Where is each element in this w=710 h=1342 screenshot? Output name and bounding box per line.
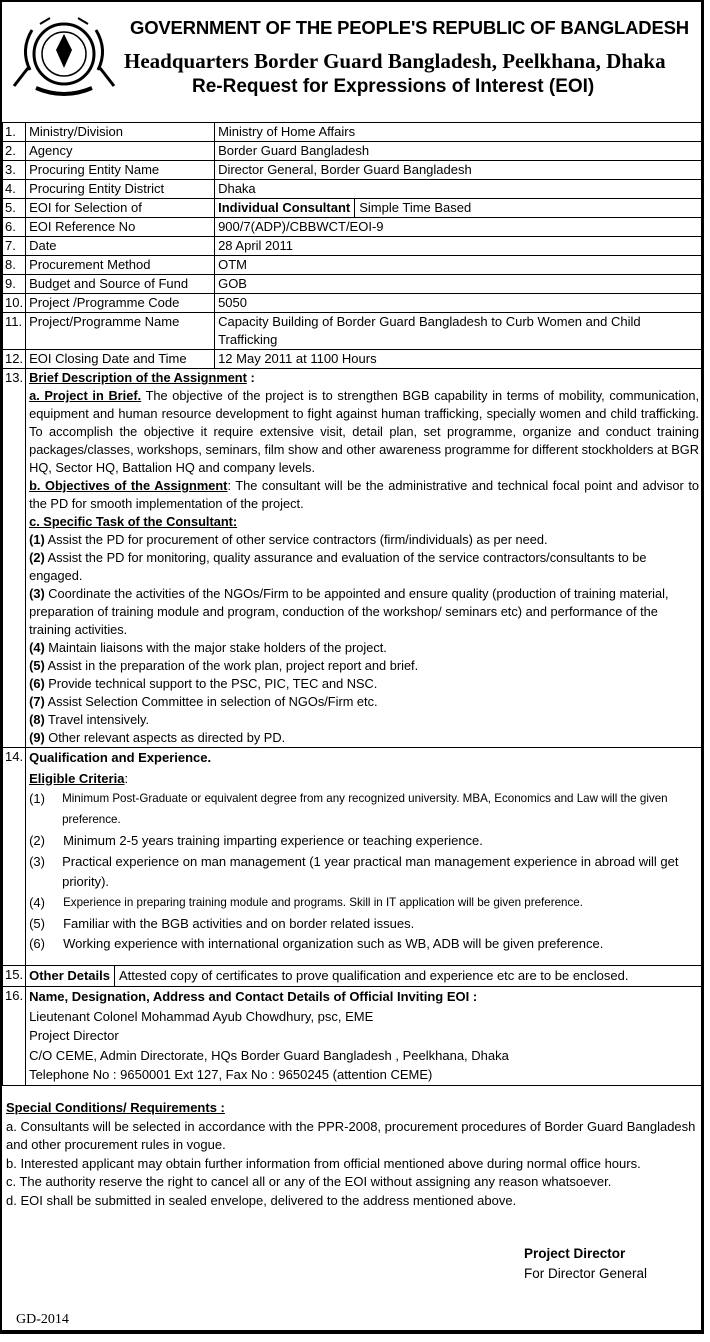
assignment-description: Brief Description of the Assignment : a. Project in Brief. The objective of the project is to strengthen BGB capability in terms of mobility, communication, equipment and human resource development to fight against human trafficking, specially women and child trafficking. To accomplish the objective it require extensive visit, detail plan, set programme, organize and conduct training packages/classes, workshops, seminars, film show and other awareness programme for different stockholders at BGR HQ, Sector HQ, Battalion HQ and company levels. b. Objectives of the Assignment: The consultant will be the administrative and technical focal point and advisor to the PD for smooth implementation of the project. c. Specific Task of the Consultant: (1) Assist the PD for procurement of other service contractors (firm/individuals) as per need. (2) Assist the PD for monitoring, quality assurance and evaluation of the service contractors/consultants to be engaged. (3) Coordinate the activities of the NGOs/Firm to be appointed and ensure quality (production of training material, preparation of training module and program, conduction of the workshop/ seminars etc) and performance of the training activities. (4) Maintain liaisons with the major stake holders of the project. (5) Assist in the preparation of the work plan, project report and brief. (6) Provide technical support to the PSC, PIC, TEC and NSC. (7) Assist Selection Committee in selection of NGOs/Firm etc. (8) Travel intensively. (9) Other relevant aspects as directed by PD. [26, 369, 703, 748]
table-row [3, 256, 703, 275]
table-row-14 [3, 748, 703, 966]
table-row [3, 294, 703, 313]
row-number: 2. [3, 142, 26, 161]
contact-line: Lieutenant Colonel Mohammad Ayub Chowdhury, psc, EME [29, 1008, 374, 1024]
row-value: Director General, Border Guard Bangladesh [215, 161, 703, 180]
special-conditions [6, 1099, 700, 1210]
row-number: 7. [3, 237, 26, 256]
criteria-list [29, 789, 699, 955]
table-row [3, 218, 703, 237]
condition-item: c. The authority reserve the right to cancel all or any of the EOI without assigning any reason whatsoever. [6, 1174, 612, 1189]
table-row [3, 199, 703, 218]
table-row [3, 275, 703, 294]
table-row [3, 350, 703, 369]
criteria-item: (5) Familiar with the BGB activities and on border related issues. [29, 915, 415, 931]
row-label: EOI Closing Date and Time [26, 350, 215, 369]
row-number: 9. [3, 275, 26, 294]
row-label: Procurement Method [26, 256, 215, 275]
row-label: Date [26, 237, 215, 256]
table-row [3, 123, 703, 142]
signature-title: Project Director [524, 1246, 626, 1261]
signature-block [524, 1244, 647, 1284]
contact-line: Telephone No : 9650001 Ext 127, Fax No : 9650245 (attention CEME) [29, 1067, 433, 1083]
row-label: Procuring Entity Name [26, 161, 215, 180]
task-item: (9) Other relevant aspects as directed by PD. [29, 730, 286, 745]
other-details-value: Attested copy of certificates to prove qualification and experience etc are to be enclosed. [119, 968, 629, 984]
contact-line: C/O CEME, Admin Directorate, HQs Border Guard Bangladesh , Peelkhana, Dhaka [29, 1047, 509, 1063]
task-item: (4) Maintain liaisons with the major stake holders of the project. [29, 640, 387, 655]
eoi-details-table [2, 122, 703, 1086]
project-in-brief-text: The objective of the project is to strengthen BGB capability in terms of mobility, communication, equipment and human resource development to fight against human trafficking, specially women and child trafficking. To accomplish the objective it require extensive visit, detail plan, set programme, organize and conduct training packages/classes, workshops, seminars, film show and other awareness programme for different stockholders at BGR HQ, Sector HQ, Battalion HQ and company levels. [29, 388, 699, 475]
row-value: 5050 [215, 294, 703, 313]
objectives-text: : The consultant will be the administrative and technical focal point and advisor to the PD for smooth implementation of the project. [29, 478, 699, 511]
section-13-title: Brief Description of the Assignment [29, 370, 247, 385]
row-number: 16. [3, 987, 26, 1086]
qualification-section: Qualification and Experience. Eligible Criteria: (1) Minimum Post-Graduate or equivalent degree from any recognized university. MBA, Economics and Law will the given preference. (2) Minimum 2-5 years training imparting experience or teaching experience. (3) Practical experience on man management (1 year practical man management experience in abroad will get priority). (4) Experience in preparing training module and programs. Skill in IT application will be given preference. (5) Familiar with the BGB activities and on border related issues. (6) Working experience with international organization such as WB, ADB will be given preference. [26, 748, 703, 966]
row-value: 12 May 2011 at 1100 Hours [215, 350, 703, 369]
criteria-item: (6) Working experience with international organization such as WB, ADB will be given preference. [29, 936, 604, 952]
table-row-16 [3, 987, 703, 1086]
row-number: 14. [3, 748, 26, 966]
row-value: Border Guard Bangladesh [215, 142, 703, 161]
condition-item: a. Consultants will be selected in accordance with the PPR-2008, procurement procedures of Border Guard Bangladesh and other procurement rules in vogue. [6, 1118, 696, 1152]
section-16-title: Name, Designation, Address and Contact Details of Official Inviting EOI : [29, 989, 478, 1005]
row-label: EOI for Selection of [26, 199, 215, 218]
eoi-title: Re-Request for Expressions of Interest (EOI) [192, 76, 595, 97]
row-label: Project /Programme Code [26, 294, 215, 313]
table-row [3, 313, 703, 350]
row-number: 13. [3, 369, 26, 748]
task-item: (8) Travel intensively. [29, 712, 150, 727]
row-value: OTM [215, 256, 703, 275]
task-item: (1) Assist the PD for procurement of other service contractors (firm/individuals) as per need. [29, 532, 548, 547]
table-row [3, 237, 703, 256]
task-list [29, 531, 699, 747]
criteria-item: (3) Practical experience on man management (1 year practical man management experience in abroad will get priority). [29, 853, 679, 890]
row-number: 8. [3, 256, 26, 275]
row-label: EOI Reference No [26, 218, 215, 237]
table-row [3, 161, 703, 180]
objectives-label: b. Objectives of the Assignment [29, 478, 228, 493]
row-number: 3. [3, 161, 26, 180]
signature-subtitle: For Director General [524, 1266, 648, 1281]
criteria-item: (1) Minimum Post-Graduate or equivalent degree from any recognized university. MBA, Economics and Law will the given preference. [29, 791, 668, 827]
row-number: 11. [3, 313, 26, 350]
condition-item: b. Interested applicant may obtain further information from official mentioned above during normal office hours. [6, 1155, 641, 1171]
specific-task-label: c. Specific Task of the Consultant: [29, 514, 238, 529]
row-label: Project/Programme Name [26, 313, 215, 350]
task-item: (3) Coordinate the activities of the NGOs/Firm to be appointed and ensure quality (production of training material, preparation of training module and program, conduction of the workshop/ seminars etc) and performance of the training activities. [29, 586, 669, 637]
task-item: (5) Assist in the preparation of the work plan, project report and brief. [29, 658, 419, 673]
row-label: Ministry/Division [26, 123, 215, 142]
government-heading: GOVERNMENT OF THE PEOPLE'S REPUBLIC OF BANGLADESH [130, 17, 689, 38]
row-label: Budget and Source of Fund [26, 275, 215, 294]
row-value: Dhaka [215, 180, 703, 199]
criteria-item: (4) Experience in preparing training module and programs. Skill in IT application will be given preference. [29, 894, 583, 910]
row-number: 15. [3, 966, 26, 987]
row-number: 12. [3, 350, 26, 369]
task-item: (6) Provide technical support to the PSC, PIC, TEC and NSC. [29, 676, 378, 691]
row-value: Capacity Building of Border Guard Bangladesh to Curb Women and Child Trafficking [215, 313, 703, 350]
row-value: GOB [215, 275, 703, 294]
contact-line: Project Director [29, 1028, 119, 1044]
row-value [215, 199, 703, 218]
row-number: 5. [3, 199, 26, 218]
condition-item: d. EOI shall be submitted in sealed envelope, delivered to the address mentioned above. [6, 1192, 517, 1208]
section-14-title: Qualification and Experience. [29, 750, 212, 765]
task-item: (7) Assist Selection Committee in selection of NGOs/Firm etc. [29, 694, 378, 709]
special-conditions-title: Special Conditions/ Requirements : [6, 1100, 225, 1115]
row-number: 1. [3, 123, 26, 142]
table-row [3, 142, 703, 161]
table-row-15 [3, 966, 703, 987]
row-number: 4. [3, 180, 26, 199]
footer-code: GD-2014 [16, 1312, 69, 1327]
eligible-criteria-label: Eligible Criteria [29, 770, 125, 786]
row-value: Ministry of Home Affairs [215, 123, 703, 142]
table-row-13 [3, 369, 703, 748]
row-number: 6. [3, 218, 26, 237]
task-item: (2) Assist the PD for monitoring, quality assurance and evaluation of the service contractors/consultants to be engaged. [29, 550, 647, 583]
bgb-emblem-icon [10, 10, 118, 104]
contact-details [26, 987, 703, 1086]
row-label: Agency [26, 142, 215, 161]
selection-method: Simple Time Based [359, 200, 472, 215]
other-details-label: Other Details [29, 966, 115, 986]
row-label: Procuring Entity District [26, 180, 215, 199]
criteria-item: (2) Minimum 2-5 years training imparting experience or teaching experience. [29, 832, 483, 848]
row-value: 28 April 2011 [215, 237, 703, 256]
row-number: 10. [3, 294, 26, 313]
row-value: 900/7(ADP)/CBBWCT/EOI-9 [215, 218, 703, 237]
headquarters-heading: Headquarters Border Guard Bangladesh, Peelkhana, Dhaka [124, 49, 666, 73]
selection-type: Individual Consultant [218, 199, 355, 217]
table-row [3, 180, 703, 199]
project-in-brief-label: a. Project in Brief. [29, 388, 142, 403]
